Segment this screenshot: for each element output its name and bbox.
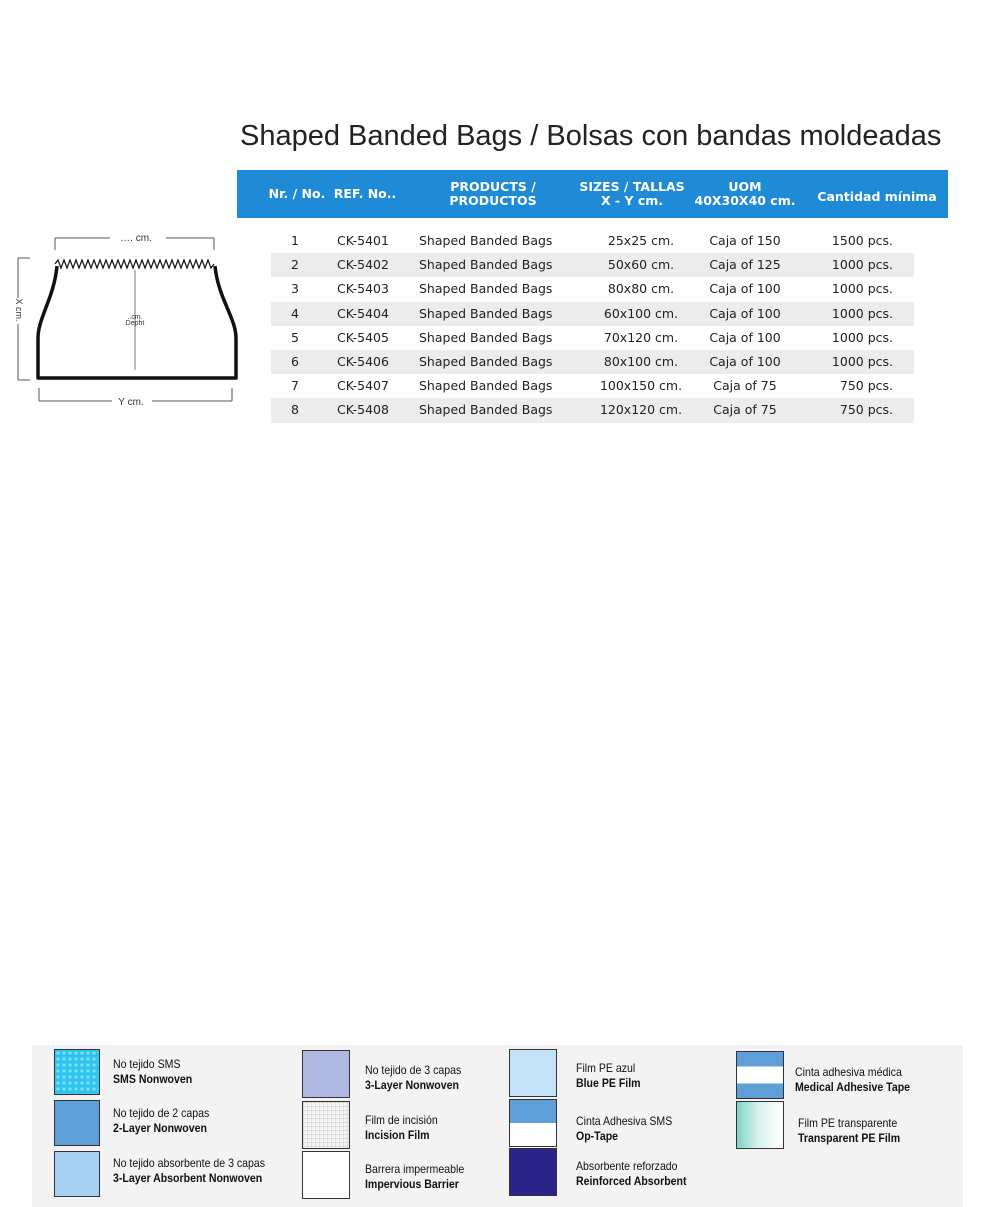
header-sizes-line1: SIZES / TALLAS — [579, 179, 685, 194]
three-layer-swatch — [302, 1050, 350, 1098]
transparent-pe-swatch — [736, 1101, 784, 1149]
header-sizes — [577, 170, 687, 218]
legend-three-layer-es: No tejido de 3 capas — [365, 1063, 462, 1077]
legend-op-tape-es: Cinta Adhesiva SMS — [576, 1114, 673, 1128]
legend-two-layer — [113, 1106, 209, 1136]
legend-medical-tape-es: Cinta adhesiva médica — [795, 1065, 902, 1079]
header-uom-line1: UOM — [728, 179, 762, 194]
legend-three-layer-absorbent-es: No tejido absorbente de 3 capas — [113, 1156, 266, 1170]
table-row — [271, 350, 914, 374]
table-row — [271, 374, 914, 398]
row-size: 25x25 cm. — [607, 233, 675, 248]
legend-blue-pe-es: Film PE azul — [576, 1061, 636, 1075]
incision-film-swatch — [302, 1101, 350, 1149]
legend-impervious — [365, 1162, 464, 1192]
table-row — [271, 326, 914, 350]
row-nr: 6 — [291, 353, 299, 369]
legend-sms — [113, 1057, 192, 1087]
impervious-swatch — [302, 1151, 350, 1199]
row-ref: CK-5402 — [337, 257, 389, 273]
grid-texture-icon — [303, 1102, 349, 1148]
row-uom: Caja of 100 — [709, 329, 781, 345]
table-row — [271, 229, 914, 253]
row-nr: 2 — [291, 257, 299, 273]
row-product: Shaped Banded Bags — [419, 402, 553, 418]
product-table-body — [271, 229, 914, 423]
legend-transparent-pe-en: Transparent PE Film — [798, 1131, 901, 1145]
row-size: 70x120 cm. — [603, 329, 679, 345]
row-product: Shaped Banded Bags — [419, 329, 553, 345]
row-qty: 1500 pcs. — [831, 233, 893, 248]
legend-blue-pe-en: Blue PE Film — [576, 1076, 641, 1090]
row-size: 60x100 cm. — [603, 305, 679, 321]
row-qty: 1000 pcs. — [831, 353, 893, 369]
legend-two-layer-es: No tejido de 2 capas — [113, 1106, 210, 1120]
row-size: 100x150 cm. — [599, 378, 683, 394]
header-qty: Cantidad mínima — [817, 189, 937, 204]
legend-sms-es: No tejido SMS — [113, 1057, 181, 1071]
row-ref: CK-5406 — [337, 353, 389, 369]
sms-nonwoven-swatch — [54, 1049, 100, 1095]
medical-tape-swatch — [736, 1051, 784, 1099]
row-ref: CK-5404 — [337, 305, 389, 321]
reinforced-absorbent-swatch — [509, 1148, 557, 1196]
legend-three-layer — [365, 1063, 461, 1093]
table-row — [271, 398, 914, 422]
row-qty: 1000 pcs. — [831, 281, 893, 297]
legend-transparent-pe — [798, 1116, 900, 1146]
header-sizes-line2: X - Y cm. — [600, 193, 664, 208]
op-tape-swatch — [509, 1099, 557, 1147]
row-nr: 1 — [291, 233, 299, 248]
row-nr: 7 — [291, 378, 299, 394]
row-size: 80x80 cm. — [607, 281, 675, 297]
row-size: 80x100 cm. — [603, 353, 679, 369]
legend-reinforced-en: Reinforced Absorbent — [576, 1174, 687, 1188]
depth-label-2: Depht — [125, 320, 145, 327]
table-header — [237, 170, 948, 218]
row-qty: 1000 pcs. — [831, 257, 893, 273]
two-layer-swatch — [54, 1100, 100, 1146]
row-qty: 1000 pcs. — [831, 329, 893, 345]
header-uom-line2: 40X30X40 cm. — [694, 193, 796, 208]
blue-pe-swatch — [509, 1049, 557, 1097]
header-ref: REF. No.. — [333, 186, 397, 201]
bag-diagram — [10, 228, 250, 413]
row-ref: CK-5401 — [337, 233, 389, 248]
legend-impervious-es: Barrera impermeable — [365, 1162, 465, 1176]
row-uom: Caja of 100 — [709, 281, 781, 297]
legend-sms-en: SMS Nonwoven — [113, 1072, 193, 1086]
legend-impervious-en: Impervious Barrier — [365, 1177, 459, 1191]
row-product: Shaped Banded Bags — [419, 305, 553, 321]
row-uom: Caja of 75 — [713, 378, 777, 394]
row-ref: CK-5403 — [337, 281, 389, 297]
legend-two-layer-en: 2-Layer Nonwoven — [113, 1121, 207, 1135]
row-product: Shaped Banded Bags — [419, 281, 553, 297]
table-row — [271, 277, 914, 301]
legend-three-layer-absorbent-en: 3-Layer Absorbent Nonwoven — [113, 1171, 263, 1185]
header-products: PRODUCTS / PRODUCTOS — [449, 179, 537, 208]
row-product: Shaped Banded Bags — [419, 353, 553, 369]
row-qty: 1000 pcs. — [831, 305, 893, 321]
bottom-dimension-label: Y cm. — [118, 397, 144, 408]
row-nr: 5 — [291, 329, 299, 345]
row-product: Shaped Banded Bags — [419, 257, 553, 273]
sms-texture-icon — [55, 1050, 99, 1094]
row-nr: 8 — [291, 402, 299, 418]
top-dimension-label: …. cm. — [120, 233, 152, 244]
legend-three-layer-en: 3-Layer Nonwoven — [365, 1078, 459, 1092]
row-uom: Caja of 75 — [713, 402, 777, 418]
legend-medical-tape — [795, 1065, 910, 1095]
table-row — [271, 253, 914, 277]
row-nr: 4 — [291, 305, 299, 321]
legend-reinforced-es: Absorbente reforzado — [576, 1159, 678, 1173]
legend-reinforced — [576, 1159, 687, 1189]
table-row — [271, 302, 914, 326]
legend-incision-film — [365, 1113, 438, 1143]
depth-label-1: ..cm. — [127, 314, 143, 321]
row-product: Shaped Banded Bags — [419, 233, 553, 248]
row-size: 50x60 cm. — [607, 257, 675, 273]
legend-transparent-pe-es: Film PE transparente — [798, 1116, 898, 1130]
row-ref: CK-5408 — [337, 402, 389, 418]
legend-incision-film-en: Incision Film — [365, 1128, 430, 1142]
legend-op-tape — [576, 1114, 672, 1144]
legend-incision-film-es: Film de incisión — [365, 1113, 438, 1127]
row-ref: CK-5407 — [337, 378, 389, 394]
row-qty: 750 pcs. — [839, 402, 893, 418]
three-layer-absorbent-swatch — [54, 1151, 100, 1197]
row-qty: 750 pcs. — [839, 378, 893, 394]
row-product: Shaped Banded Bags — [419, 378, 553, 394]
row-size: 120x120 cm. — [599, 402, 683, 418]
legend-blue-pe — [576, 1061, 641, 1091]
row-ref: CK-5405 — [337, 329, 389, 345]
row-uom: Caja of 125 — [709, 257, 781, 273]
elastic-band — [55, 260, 214, 268]
legend-medical-tape-en: Medical Adhesive Tape — [795, 1080, 911, 1094]
legend-three-layer-absorbent — [113, 1156, 265, 1186]
side-dimension-label: X cm. — [14, 298, 24, 322]
row-nr: 3 — [291, 281, 299, 297]
row-uom: Caja of 100 — [709, 305, 781, 321]
row-uom: Caja of 100 — [709, 353, 781, 369]
page-title: Shaped Banded Bags / Bolsas con bandas moldeadas — [240, 120, 942, 152]
legend-op-tape-en: Op-Tape — [576, 1129, 619, 1143]
materials-legend — [32, 1045, 963, 1207]
header-uom — [689, 170, 801, 218]
header-nr: Nr. / No. — [268, 186, 326, 201]
row-uom: Caja of 150 — [709, 233, 781, 248]
